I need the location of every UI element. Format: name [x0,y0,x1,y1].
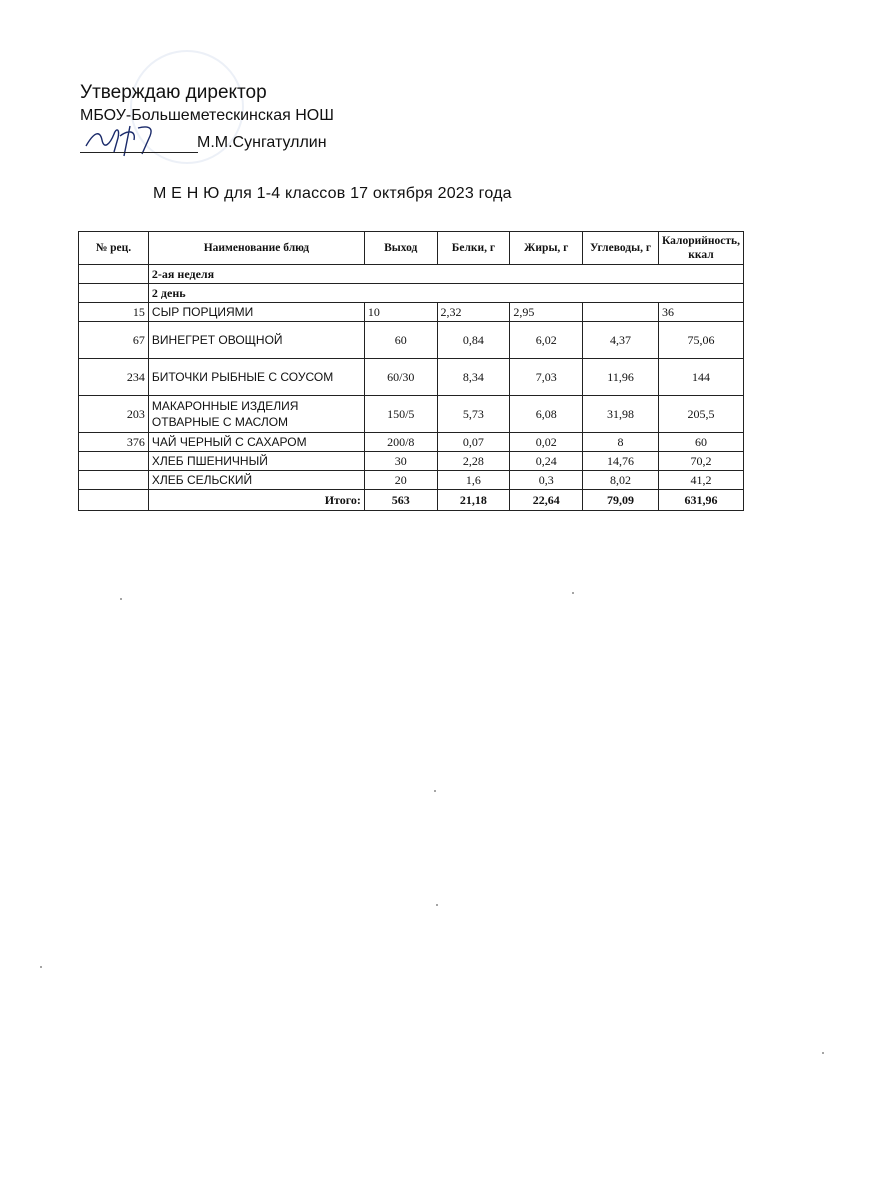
day-row [79,284,744,303]
total-output: 563 [364,490,437,511]
cell-fat: 7,03 [510,359,583,396]
header-num: № рец. [79,232,149,265]
cell-carbs: 14,76 [583,452,659,471]
total-protein: 21,18 [437,490,510,511]
cell-name: ХЛЕБ ПШЕНИЧНЫЙ [148,452,364,471]
cell-carbs: 4,37 [583,322,659,359]
scan-speck [572,592,574,594]
scan-speck [434,790,436,792]
cell-kcal: 75,06 [658,322,743,359]
table-row [79,471,744,490]
cell-kcal: 70,2 [658,452,743,471]
cell-protein: 8,34 [437,359,510,396]
scan-speck [120,598,122,600]
approval-block [80,80,334,158]
header-carbs: Углеводы, г [583,232,659,265]
cell-kcal: 41,2 [658,471,743,490]
table-row [79,433,744,452]
table-row [79,396,744,433]
week-blank [79,265,149,284]
cell-output: 20 [364,471,437,490]
cell-protein: 2,28 [437,452,510,471]
scan-speck [40,966,42,968]
cell-num [79,471,149,490]
cell-name: ВИНЕГРЕТ ОВОЩНОЙ [148,322,364,359]
scan-speck [822,1052,824,1054]
cell-kcal: 205,5 [658,396,743,433]
cell-carbs [583,303,659,322]
cell-protein: 0,07 [437,433,510,452]
header-fat: Жиры, г [510,232,583,265]
table-header [79,232,744,265]
day-label: 2 день [148,284,743,303]
cell-protein: 5,73 [437,396,510,433]
total-fat: 22,64 [510,490,583,511]
total-label: Итого: [148,490,364,511]
cell-protein: 0,84 [437,322,510,359]
cell-output: 60/30 [364,359,437,396]
header-protein: Белки, г [437,232,510,265]
table-row [79,303,744,322]
cell-num: 234 [79,359,149,396]
week-label: 2-ая неделя [148,265,743,284]
cell-output: 200/8 [364,433,437,452]
cell-fat: 0,24 [510,452,583,471]
director-name: М.М.Сунгатуллин [197,134,327,151]
total-blank [79,490,149,511]
cell-name: МАКАРОННЫЕ ИЗДЕЛИЯ ОТВАРНЫЕ С МАСЛОМ [148,396,364,433]
cell-carbs: 11,96 [583,359,659,396]
cell-protein: 2,32 [437,303,510,322]
signature-underline [80,152,198,153]
table-row [79,359,744,396]
cell-output: 150/5 [364,396,437,433]
cell-num: 15 [79,303,149,322]
header-kcal: Калорийность, ккал [658,232,743,265]
day-blank [79,284,149,303]
cell-kcal: 144 [658,359,743,396]
cell-name: ХЛЕБ СЕЛЬСКИЙ [148,471,364,490]
cell-fat: 0,3 [510,471,583,490]
cell-num [79,452,149,471]
signature-line [80,132,334,158]
cell-num: 376 [79,433,149,452]
week-row [79,265,744,284]
header-name: Наименование блюд [148,232,364,265]
cell-name: ЧАЙ ЧЕРНЫЙ С САХАРОМ [148,433,364,452]
cell-name: СЫР ПОРЦИЯМИ [148,303,364,322]
scan-speck [436,904,438,906]
cell-fat: 6,02 [510,322,583,359]
cell-fat: 2,95 [510,303,583,322]
cell-num: 203 [79,396,149,433]
approval-title: Утверждаю директор [80,82,267,103]
cell-kcal: 36 [658,303,743,322]
cell-num: 67 [79,322,149,359]
cell-protein: 1,6 [437,471,510,490]
cell-name: БИТОЧКИ РЫБНЫЕ С СОУСОМ [148,359,364,396]
menu-table [78,231,744,511]
cell-carbs: 31,98 [583,396,659,433]
cell-kcal: 60 [658,433,743,452]
total-kcal: 631,96 [658,490,743,511]
cell-carbs: 8,02 [583,471,659,490]
cell-fat: 0,02 [510,433,583,452]
table-row [79,322,744,359]
menu-title: М Е Н Ю для 1-4 классов 17 октября 2023 года [153,185,512,202]
total-row [79,490,744,511]
header-output: Выход [364,232,437,265]
cell-output: 60 [364,322,437,359]
table-row [79,452,744,471]
cell-output: 10 [364,303,437,322]
school-name: МБОУ-Большеметескинская НОШ [80,107,334,124]
cell-output: 30 [364,452,437,471]
cell-carbs: 8 [583,433,659,452]
total-carbs: 79,09 [583,490,659,511]
cell-fat: 6,08 [510,396,583,433]
signature-icon [80,122,170,162]
